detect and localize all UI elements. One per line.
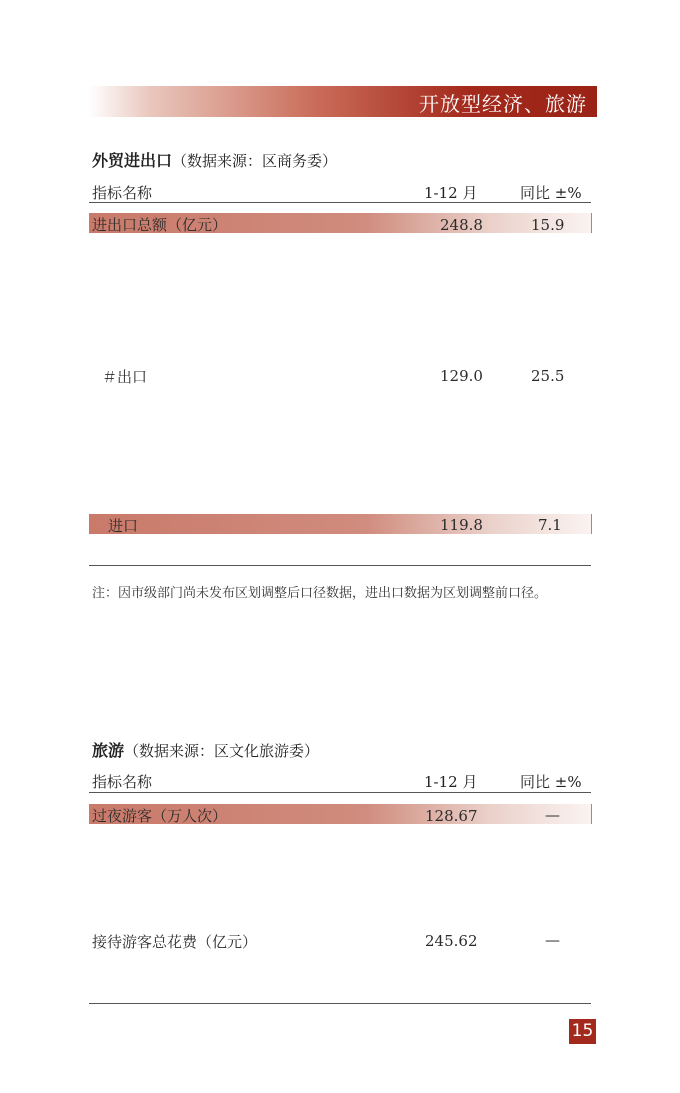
trade-row-yoy: 15.9 bbox=[531, 216, 565, 234]
trade-footnote: 注：因市级部门尚未发布区划调整后口径数据，进出口数据为区划调整前口径。 bbox=[92, 586, 548, 601]
tourism-section-title bbox=[92, 738, 319, 761]
section-banner bbox=[89, 86, 597, 117]
trade-header-name: 指标名称 bbox=[92, 184, 153, 202]
trade-bottom-rule bbox=[89, 565, 591, 566]
tourism-header-period: 1-12 月 bbox=[424, 773, 478, 791]
tourism-title: 旅游 bbox=[92, 741, 125, 760]
trade-row-name: 进出口总额（亿元） bbox=[92, 216, 228, 234]
trade-title: 外贸进出口 bbox=[92, 151, 173, 170]
trade-row-value: 248.8 bbox=[440, 216, 483, 234]
trade-row-value: 119.8 bbox=[440, 516, 483, 534]
tourism-bottom-rule bbox=[89, 1003, 591, 1004]
trade-row-yoy: 7.1 bbox=[538, 516, 562, 534]
trade-source: （数据来源：区商务委） bbox=[172, 152, 338, 170]
tourism-row-value: 245.62 bbox=[425, 932, 478, 950]
tourism-row-name: 过夜游客（万人次） bbox=[92, 807, 228, 825]
tourism-header-name: 指标名称 bbox=[92, 773, 153, 791]
trade-row-value: 129.0 bbox=[440, 367, 483, 385]
trade-header-rule bbox=[89, 202, 591, 203]
trade-row-highlight bbox=[89, 514, 592, 534]
tourism-row-yoy: — bbox=[545, 806, 560, 824]
banner-title: 开放型经济、旅游 bbox=[419, 92, 587, 116]
trade-header-period: 1-12 月 bbox=[424, 184, 478, 202]
trade-header-yoy: 同比 ±% bbox=[520, 184, 582, 202]
tourism-header-rule bbox=[89, 792, 591, 793]
tourism-header-yoy: 同比 ±% bbox=[520, 773, 582, 791]
tourism-row-value: 128.67 bbox=[425, 807, 478, 825]
page-number: 15 bbox=[569, 1019, 596, 1044]
trade-row-yoy: 25.5 bbox=[531, 367, 565, 385]
tourism-row-name: 接待游客总花费（亿元） bbox=[92, 933, 258, 951]
trade-row-name: 进口 bbox=[108, 517, 139, 535]
trade-row-name: ＃出口 bbox=[102, 368, 148, 386]
tourism-row-yoy: — bbox=[545, 931, 560, 949]
tourism-source: （数据来源：区文化旅游委） bbox=[124, 742, 320, 760]
trade-section-title bbox=[92, 148, 337, 171]
